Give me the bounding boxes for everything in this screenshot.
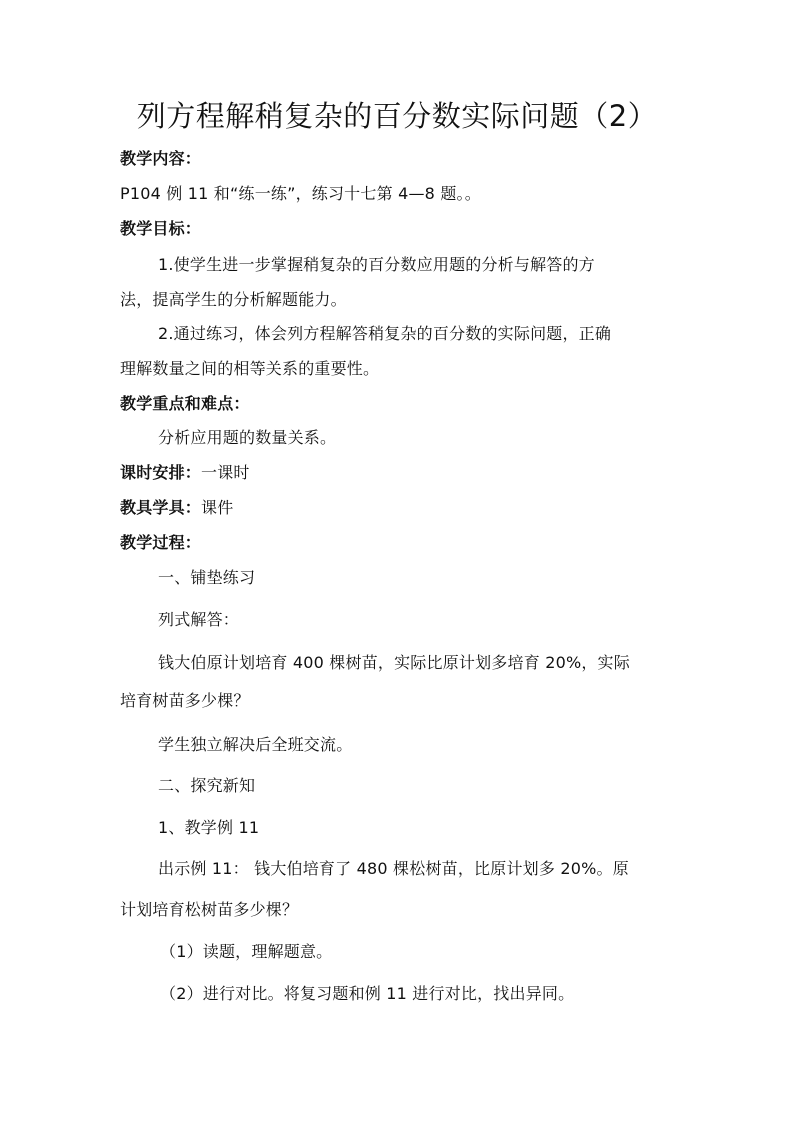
goal-1-line-1: 1.使学生进一步掌握稍复杂的百分数应用题的分析与解答的方 bbox=[158, 255, 595, 274]
exercise-instruction: 列式解答： bbox=[158, 610, 240, 629]
step-2: （2）进行对比。将复习题和例 11 进行对比，找出异同。 bbox=[160, 984, 575, 1003]
goal-1-line-2: 法，提高学生的分析解题能力。 bbox=[120, 290, 347, 309]
goal-2-line-2: 理解数量之间的相等关系的重要性。 bbox=[120, 359, 380, 378]
tools-value: 课件 bbox=[201, 498, 234, 517]
exercise-problem-line-1: 钱大伯原计划培育 400 棵树苗，实际比原计划多培育 20%，实际 bbox=[158, 653, 630, 672]
heading-teaching-process: 教学过程： bbox=[120, 533, 202, 552]
heading-teaching-content: 教学内容： bbox=[120, 149, 202, 168]
example-11-heading: 1、教学例 11 bbox=[158, 818, 260, 837]
example-11-line-1: 出示例 11： 钱大伯培育了 480 棵松树苗，比原计划多 20%。原 bbox=[158, 859, 629, 878]
heading-key-points: 教学重点和难点： bbox=[120, 394, 250, 413]
key-points-text: 分析应用题的数量关系。 bbox=[158, 428, 337, 447]
teaching-content-text: P104 例 11 和“练一练”，练习十七第 4—8 题。。 bbox=[120, 184, 481, 203]
heading-teaching-goals: 教学目标： bbox=[120, 219, 202, 238]
goal-2-line-1: 2.通过练习，体会列方程解答稍复杂的百分数的实际问题，正确 bbox=[158, 324, 612, 343]
schedule-label: 课时安排： bbox=[120, 463, 202, 482]
tools-label: 教具学具： bbox=[120, 498, 202, 517]
example-11-line-2: 计划培育松树苗多少棵？ bbox=[120, 900, 299, 919]
exercise-note: 学生独立解决后全班交流。 bbox=[158, 735, 353, 754]
schedule-value: 一课时 bbox=[201, 463, 250, 482]
step-1: （1）读题，理解题意。 bbox=[160, 942, 333, 961]
exercise-problem-line-2: 培育树苗多少棵？ bbox=[120, 691, 250, 710]
schedule-row bbox=[120, 462, 250, 484]
document-title: 列方程解稍复杂的百分数实际问题（2） bbox=[136, 99, 658, 133]
section-1-heading: 一、铺垫练习 bbox=[158, 568, 256, 587]
tools-row bbox=[120, 497, 233, 519]
section-2-heading: 二、探究新知 bbox=[158, 776, 256, 795]
